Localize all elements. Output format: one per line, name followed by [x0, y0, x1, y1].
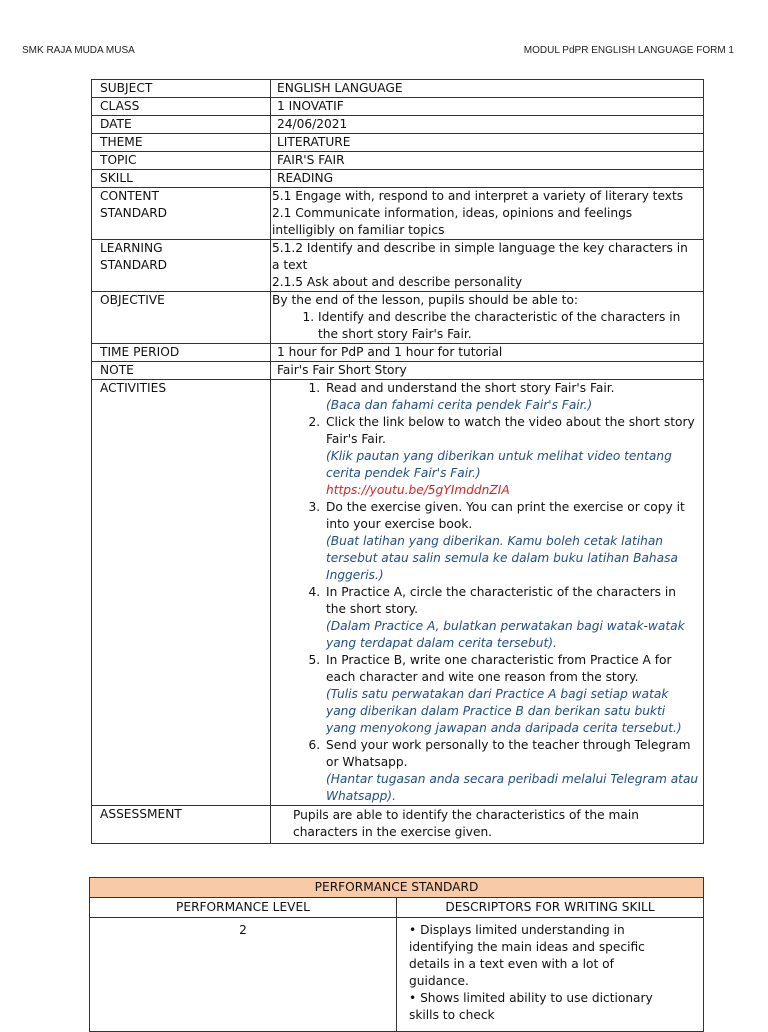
objective-item: 1. Identify and describe the characteristic of the characters in the short story Fair's Fair. [318, 309, 699, 343]
date-value: 24/06/2021 [271, 116, 704, 134]
row-topic [92, 152, 704, 170]
objective-intro: By the end of the lesson, pupils should be able to: [272, 293, 579, 307]
assessment-value: Pupils are able to identify the characteristics of the main characters in the exercise given. [271, 806, 704, 844]
lesson-plan-table [91, 79, 704, 844]
activities-list [272, 380, 699, 805]
module-title: MODUL PdPR ENGLISH LANGUAGE FORM 1 [523, 45, 734, 56]
learning-standard-value [271, 240, 704, 292]
content-standard-value [271, 188, 704, 240]
content-standard-2: 2.1 Communicate information, ideas, opinions and feelings intelligibly on familiar topics [272, 206, 633, 237]
note-label: NOTE [92, 362, 271, 380]
time-period-value: 1 hour for PdP and 1 hour for tutorial [271, 344, 704, 362]
learning-standard-1: 5.1.2 Identify and describe in simple language the key characters in a text [272, 241, 688, 272]
time-period-label: TIME PERIOD [92, 344, 271, 362]
descriptors-header: DESCRIPTORS FOR WRITING SKILL [397, 898, 704, 918]
activity-translation: (Klik pautan yang diberikan untuk melihat video tentang cerita pendek Fair's Fair.) [326, 449, 672, 480]
class-label: CLASS [92, 98, 271, 116]
row-activities [92, 380, 704, 806]
activity-translation: (Dalam Practice A, bulatkan perwatakan bagi watak-watak yang terdapat dalam cerita tersebut). [326, 619, 685, 650]
row-assessment [92, 806, 704, 844]
subject-label: SUBJECT [92, 80, 271, 98]
activity-text: 3. Do the exercise given. You can print the exercise or copy it into your exercise book. [326, 500, 685, 531]
activity-text: 5. In Practice B, write one characteristic from Practice A for each character and wite one reason from the story. [326, 653, 672, 684]
activity-translation: (Hantar tugasan anda secara peribadi melalui Telegram atau Whatsapp). [326, 772, 699, 803]
row-date [92, 116, 704, 134]
activities-label: ACTIVITIES [92, 380, 271, 806]
theme-value: LITERATURE [271, 134, 704, 152]
school-name: SMK RAJA MUDA MUSA [22, 45, 135, 56]
descriptor-cell [397, 918, 704, 1032]
performance-title-row [90, 878, 704, 898]
activity-item [324, 652, 699, 737]
performance-level-value: 2 [90, 918, 397, 1032]
performance-standard-table [89, 877, 704, 1032]
class-value: 1 INOVATIF [271, 98, 704, 116]
row-objective [92, 292, 704, 344]
content-standard-label [92, 188, 271, 240]
activity-translation: (Tulis satu perwatakan dari Practice A bagi setiap watak yang diberikan dalam Practice B dan berikan satu bukti yang menyokong jawapan anda daripada cerita tersebut.) [326, 687, 682, 735]
learning-standard-label [92, 240, 271, 292]
objective-label: OBJECTIVE [92, 292, 271, 344]
activity-item [324, 380, 699, 414]
activity-item [324, 584, 699, 652]
row-content-standard [92, 188, 704, 240]
video-link[interactable]: https://youtu.be/5gYImddnZIA [326, 483, 510, 497]
theme-label: THEME [92, 134, 271, 152]
topic-value: FAIR'S FAIR [271, 152, 704, 170]
row-class [92, 98, 704, 116]
row-skill [92, 170, 704, 188]
row-time-period [92, 344, 704, 362]
topic-label: TOPIC [92, 152, 271, 170]
note-value: Fair's Fair Short Story [271, 362, 704, 380]
row-theme [92, 134, 704, 152]
performance-level-header: PERFORMANCE LEVEL [90, 898, 397, 918]
learning-standard-2: 2.1.5 Ask about and describe personality [272, 275, 523, 289]
subject-value: ENGLISH LANGUAGE [271, 80, 704, 98]
activity-item [324, 414, 699, 499]
learning-standard-label-line2: STANDARD [100, 258, 168, 272]
performance-row [90, 918, 704, 1032]
activity-item [324, 737, 699, 805]
row-note [92, 362, 704, 380]
descriptor-1: • Displays limited understanding in identifying the main ideas and specific details in a text even with a lot of guidance. [409, 923, 645, 988]
activity-translation: (Baca dan fahami cerita pendek Fair's Fair.) [326, 398, 593, 412]
learning-standard-label-line1: LEARNING [100, 241, 163, 255]
activity-text: 4. In Practice A, circle the characteristic of the characters in the short story. [326, 585, 677, 616]
activity-translation: (Buat latihan yang diberikan. Kamu boleh cetak latihan tersebut atau salin semula ke dalam buku latihan Bahasa Inggeris.) [326, 534, 678, 582]
content-standard-label-line1: CONTENT [100, 189, 159, 203]
objective-list [272, 309, 699, 343]
objective-value [271, 292, 704, 344]
skill-value: READING [271, 170, 704, 188]
skill-label: SKILL [92, 170, 271, 188]
assessment-label: ASSESSMENT [92, 806, 271, 844]
performance-title: PERFORMANCE STANDARD [90, 878, 704, 898]
activity-text: 2. Click the link below to watch the video about the short story Fair's Fair. [326, 415, 695, 446]
activity-text: 6. Send your work personally to the teacher through Telegram or Whatsapp. [326, 738, 691, 769]
activity-item [324, 499, 699, 584]
content-standard-label-line2: STANDARD [100, 206, 168, 220]
row-subject [92, 80, 704, 98]
activities-value [271, 380, 704, 806]
descriptor-2: • Shows limited ability to use dictionary skills to check [409, 991, 653, 1022]
content-standard-1: 5.1 Engage with, respond to and interpret a variety of literary texts [272, 189, 684, 203]
row-learning-standard [92, 240, 704, 292]
performance-header-row [90, 898, 704, 918]
date-label: DATE [92, 116, 271, 134]
activity-text: 1. Read and understand the short story Fair's Fair. [326, 381, 615, 395]
